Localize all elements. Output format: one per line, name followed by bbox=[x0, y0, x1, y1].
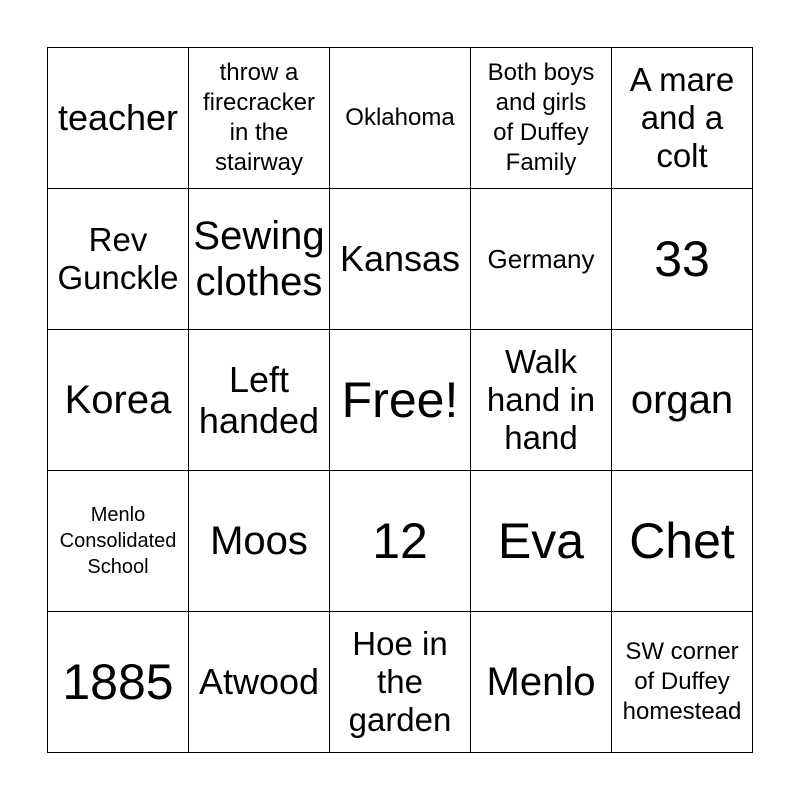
bingo-cell-r4c3[interactable]: 12 bbox=[330, 471, 471, 612]
bingo-cell-r3c4[interactable]: Walk hand in hand bbox=[471, 330, 612, 471]
bingo-cell-r4c4[interactable]: Eva bbox=[471, 471, 612, 612]
bingo-cell-r2c4[interactable]: Germany bbox=[471, 189, 612, 330]
bingo-cell-r5c2[interactable]: Atwood bbox=[189, 612, 330, 753]
free-space-cell[interactable]: Free! bbox=[330, 330, 471, 471]
bingo-cell-r5c1[interactable]: 1885 bbox=[48, 612, 189, 753]
bingo-cell-r1c3[interactable]: Oklahoma bbox=[330, 48, 471, 189]
bingo-cell-r2c5[interactable]: 33 bbox=[612, 189, 753, 330]
bingo-board bbox=[47, 47, 753, 753]
bingo-cell-r1c2[interactable]: throw a firecracker in the stairway bbox=[189, 48, 330, 189]
bingo-cell-r5c4[interactable]: Menlo bbox=[471, 612, 612, 753]
bingo-cell-r1c4[interactable]: Both boys and girls of Duffey Family bbox=[471, 48, 612, 189]
bingo-cell-r4c2[interactable]: Moos bbox=[189, 471, 330, 612]
bingo-cell-r3c1[interactable]: Korea bbox=[48, 330, 189, 471]
bingo-cell-r2c2[interactable]: Sewing clothes bbox=[189, 189, 330, 330]
bingo-cell-r3c5[interactable]: organ bbox=[612, 330, 753, 471]
bingo-cell-r2c3[interactable]: Kansas bbox=[330, 189, 471, 330]
bingo-cell-r4c1[interactable]: Menlo Consolidated School bbox=[48, 471, 189, 612]
bingo-cell-r3c2[interactable]: Left handed bbox=[189, 330, 330, 471]
bingo-cell-r5c3[interactable]: Hoe in the garden bbox=[330, 612, 471, 753]
bingo-cell-r2c1[interactable]: Rev Gunckle bbox=[48, 189, 189, 330]
bingo-cell-r1c1[interactable]: teacher bbox=[48, 48, 189, 189]
bingo-cell-r5c5[interactable]: SW corner of Duffey homestead bbox=[612, 612, 753, 753]
bingo-cell-r4c5[interactable]: Chet bbox=[612, 471, 753, 612]
bingo-cell-r1c5[interactable]: A mare and a colt bbox=[612, 48, 753, 189]
